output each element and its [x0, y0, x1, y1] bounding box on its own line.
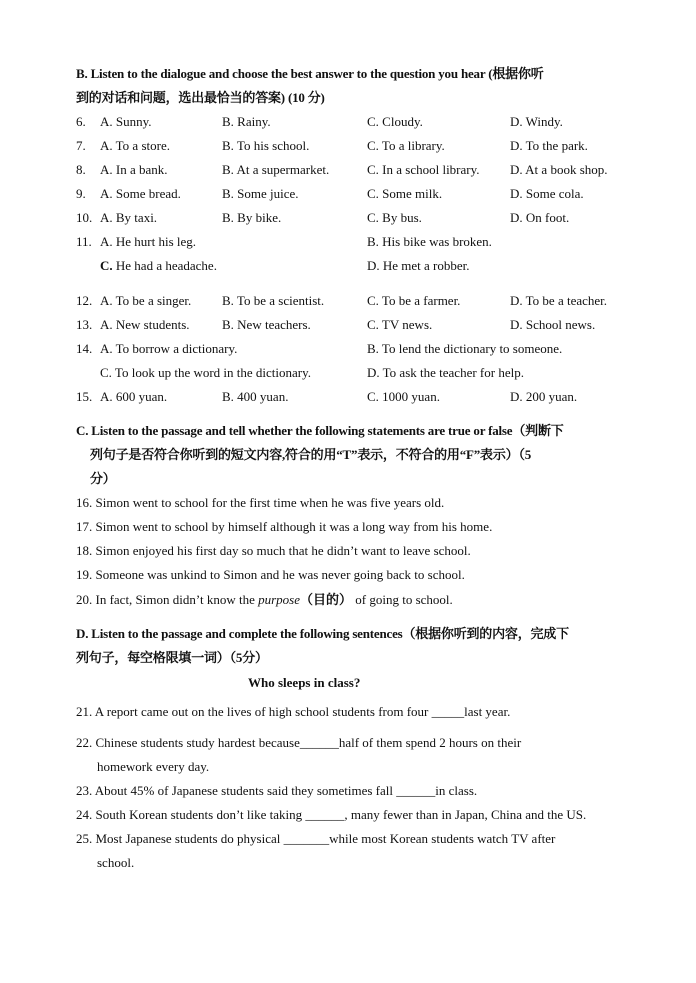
option-d: D. Some cola.: [510, 186, 584, 201]
option-a: A. Some bread.: [100, 186, 181, 201]
option-d: D. On foot.: [510, 210, 570, 225]
option-a: A. By taxi.: [100, 210, 158, 225]
option-c: C. To look up the word in the dictionary.: [100, 365, 312, 380]
option-a: A. Sunny.: [100, 114, 152, 129]
question-number: 9.: [76, 186, 86, 201]
sentence-25-line2: school.: [97, 855, 135, 870]
option-b: B. At a supermarket.: [222, 162, 330, 177]
option-b: B. 400 yuan.: [222, 389, 289, 404]
option-c: C. To a library.: [367, 138, 445, 153]
option-d: D. Windy.: [510, 114, 563, 129]
section-d-heading-line1: D. Listen to the passage and complete the following sentences（根据你听到的内容，完成下: [76, 626, 569, 641]
question-number: 11.: [76, 234, 92, 249]
option-c-letter: C.: [100, 258, 113, 273]
option-a: A. To borrow a dictionary.: [100, 341, 238, 356]
option-c: C. In a school library.: [367, 162, 480, 177]
option-c: C. Cloudy.: [367, 114, 423, 129]
statement-17: 17. Simon went to school by himself although it was a long way from his home.: [76, 519, 493, 534]
option-c-text: He had a headache.: [112, 258, 217, 273]
option-d: D. He met a robber.: [367, 258, 470, 273]
option-b: B. To be a scientist.: [222, 293, 325, 308]
statement-20: [76, 592, 453, 608]
option-d: D. At a book shop.: [510, 162, 608, 177]
sentence-24: 24. South Korean students don’t like taking ______, many fewer than in Japan, China and the US.: [76, 807, 587, 822]
statement-19: 19. Someone was unkind to Simon and he was never going back to school.: [76, 567, 465, 582]
section-b-heading-line2: 到的对话和问题，选出最恰当的答案) (10 分): [76, 90, 325, 105]
section-b-heading-line1: B. Listen to the dialogue and choose the best answer to the question you hear (根据你听: [76, 66, 544, 81]
statement-20-end: of going to school.: [352, 592, 453, 607]
sentence-22-line1: 22. Chinese students study hardest because______half of them spend 2 hours on their: [76, 735, 522, 750]
option-a: A. In a bank.: [100, 162, 168, 177]
option-a: A. To be a singer.: [100, 293, 192, 308]
question-number: 13.: [76, 317, 93, 332]
statement-20-italic: purpose: [258, 592, 300, 607]
question-number: 14.: [76, 341, 93, 356]
option-d: D. To ask the teacher for help.: [367, 365, 524, 380]
section-c-heading-line3: 分）: [90, 471, 116, 486]
option-c: C. 1000 yuan.: [367, 389, 440, 404]
option-a: A. He hurt his leg.: [100, 234, 197, 249]
sentence-25-line1: 25. Most Japanese students do physical _______while most Korean students watch TV after: [76, 831, 556, 846]
option-d: D. To be a teacher.: [510, 293, 608, 308]
section-c-heading-line2: 列句子是否符合你听到的短文内容,符合的用“T”表示，不符合的用“F”表示）（5: [90, 447, 532, 462]
option-b: B. Rainy.: [222, 114, 271, 129]
option-d: D. 200 yuan.: [510, 389, 578, 404]
question-number: 10.: [76, 210, 93, 225]
option-b: B. To lend the dictionary to someone.: [367, 341, 563, 356]
option-a: A. To a store.: [100, 138, 170, 153]
statement-18: 18. Simon enjoyed his first day so much that he didn’t want to leave school.: [76, 543, 471, 558]
option-d: D. To the park.: [510, 138, 588, 153]
question-number: 15.: [76, 389, 93, 404]
question-number: 7.: [76, 138, 86, 153]
sentence-23: 23. About 45% of Japanese students said they sometimes fall ______in class.: [76, 783, 478, 798]
option-c: [100, 258, 217, 274]
passage-title: Who sleeps in class?: [248, 675, 361, 690]
section-d-heading-line2: 列句子，每空格限填一词）（5分）: [76, 650, 268, 665]
option-d: D. School news.: [510, 317, 596, 332]
statement-20-gloss: （目的）: [300, 592, 353, 607]
option-b: B. Some juice.: [222, 186, 299, 201]
option-b: B. By bike.: [222, 210, 282, 225]
question-number: 8.: [76, 162, 86, 177]
option-a: A. New students.: [100, 317, 190, 332]
question-number: 12.: [76, 293, 93, 308]
sentence-21: 21. A report came out on the lives of high school students from four _____last year.: [76, 704, 511, 719]
option-c: C. By bus.: [367, 210, 422, 225]
option-c: C. To be a farmer.: [367, 293, 461, 308]
section-c-heading-line1: C. Listen to the passage and tell whether the following statements are true or false（判断下: [76, 423, 564, 438]
option-b: B. New teachers.: [222, 317, 311, 332]
option-c: C. TV news.: [367, 317, 433, 332]
option-a: A. 600 yuan.: [100, 389, 168, 404]
option-b: B. His bike was broken.: [367, 234, 492, 249]
statement-16: 16. Simon went to school for the first time when he was five years old.: [76, 495, 445, 510]
option-b: B. To his school.: [222, 138, 310, 153]
option-c: C. Some milk.: [367, 186, 443, 201]
statement-20-start: 20. In fact, Simon didn’t know the: [76, 592, 259, 607]
question-number: 6.: [76, 114, 86, 129]
sentence-22-line2: homework every day.: [97, 759, 210, 774]
